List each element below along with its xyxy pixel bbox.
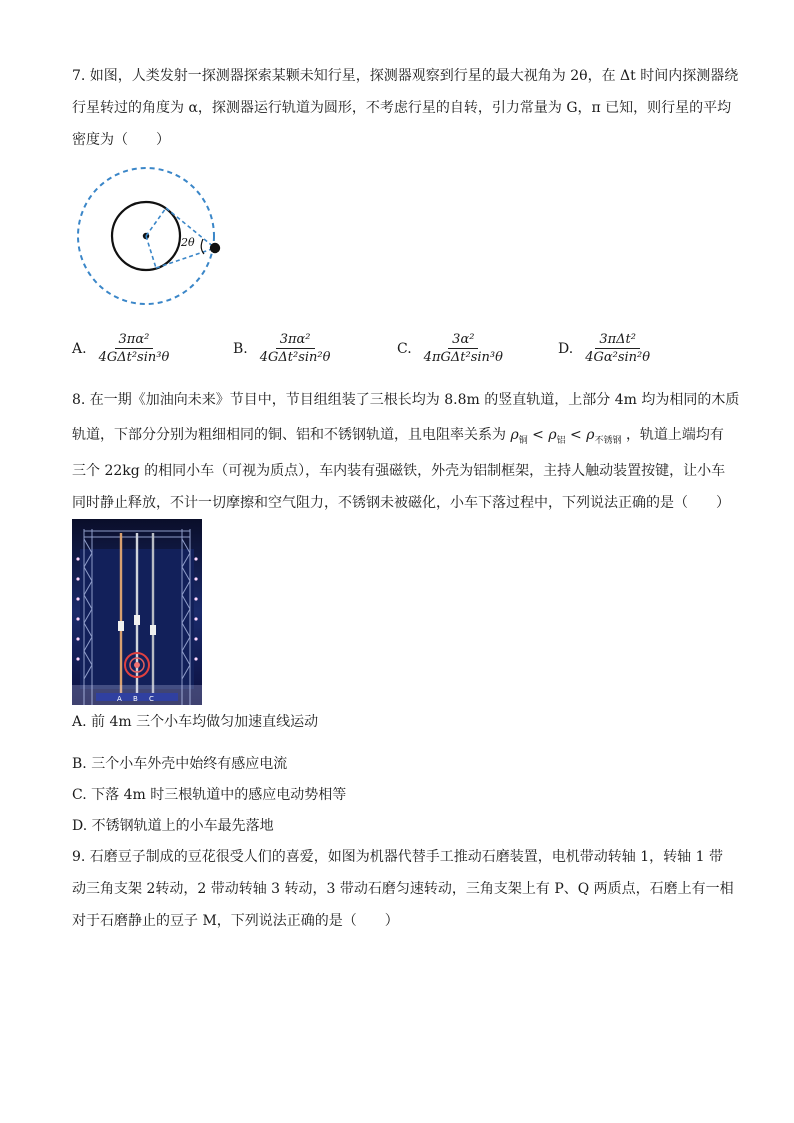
q8-option-d[interactable]: D. 不锈钢轨道上的小车最先落地 [72, 818, 274, 834]
q8-track-photo [72, 519, 202, 705]
q8-line2-text-a: 轨道，下部分分别为粗细相同的铜、铝和不锈钢轨道，且电阻率关系为 [72, 427, 506, 443]
track-label-a: A [117, 695, 122, 703]
q8-option-a[interactable]: A. 前 4m 三个小车均做匀加速直线运动 [72, 714, 319, 730]
option-letter: B. [233, 341, 248, 357]
fraction-numerator: 3πΔt² [595, 332, 640, 349]
option-fraction [256, 332, 335, 366]
option-letter: A. [72, 341, 87, 357]
angle-label: 2θ [181, 236, 195, 249]
q7-option-c[interactable] [397, 332, 507, 366]
q9-stem-line-3: 对于石磨静止的豆子 M，下列说法正确的是（ ） [72, 913, 399, 929]
option-letter: C. [397, 341, 412, 357]
resistivity-relation: $\rho_铜 < \rho_铝 < \rho_{不锈钢}$ [510, 427, 622, 446]
fraction-denominator: 4Gα²sin²θ [585, 350, 651, 365]
q7-orbit-figure [72, 166, 232, 308]
fraction-denominator: 4πGΔt²sin³θ [423, 350, 503, 365]
q8-option-b[interactable]: B. 三个小车外壳中始终有感应电流 [72, 756, 288, 772]
q9-stem-line-1: 9. 石磨豆子制成的豆花很受人们的喜爱，如图为机器代替手工推动石磨装置，电机带动转轴 1，转轴 1 带 [72, 849, 723, 865]
q8-stem-line-3: 三个 22kg 的相同小车（可视为质点），车内装有强磁铁，外壳为铝制框架，主持人触动装置按键，让小车 [72, 463, 726, 479]
option-fraction [581, 332, 654, 366]
q8-stem-line-4: 同时静止释放，不计一切摩擦和空气阻力，不锈钢未被磁化，小车下落过程中，下列说法正确的是（ ） [72, 495, 730, 511]
tangent-line-2 [156, 248, 215, 268]
q7-stem-line-2: 行星转过的角度为 α，探测器运行轨道为圆形，不考虑行星的自转，引力常量为 G，π 已知，则行星的平均 [72, 100, 732, 116]
track-label-b: B [133, 695, 138, 703]
option-fraction [420, 332, 507, 366]
fraction-denominator: 4GΔt²sin³θ [98, 350, 170, 365]
q8-stem-line-1: 8. 在一期《加油向未来》节目中，节目组组装了三根长均为 8.8m 的竖直轨道，上部分 4m 均为相同的木质 [72, 392, 740, 408]
track-label-c: C [149, 695, 154, 703]
probe-dot [210, 243, 220, 253]
q8-stem-line-2 [72, 425, 724, 451]
radius-line-1 [146, 208, 166, 236]
q8-option-c[interactable]: C. 下落 4m 时三根轨道中的感应电动势相等 [72, 787, 347, 803]
q7-stem-line-3: 密度为（ ） [72, 132, 170, 148]
q8-line2-text-b: ，轨道上端均有 [625, 427, 724, 443]
option-fraction [95, 332, 174, 366]
q7-stem-line-1: 7. 如图，人类发射一探测器探索某颗未知行星，探测器观察到行星的最大视角为 2θ，在 Δt 时间内探测器绕 [72, 68, 739, 84]
option-letter: D. [558, 341, 574, 357]
radius-line-2 [146, 236, 156, 268]
fraction-numerator: 3πα² [115, 332, 154, 349]
q9-stem-line-2: 动三角支架 2转动，2 带动转轴 3 转动，3 带动石磨匀速转动，三角支架上有 P、Q 两质点，石磨上有一相 [72, 881, 734, 897]
q7-option-b[interactable] [233, 332, 334, 366]
q7-option-d[interactable] [558, 332, 654, 366]
fraction-denominator: 4GΔt²sin²θ [259, 350, 331, 365]
fraction-numerator: 3πα² [276, 332, 315, 349]
q7-option-a[interactable] [72, 332, 173, 366]
fraction-numerator: 3α² [448, 332, 478, 349]
